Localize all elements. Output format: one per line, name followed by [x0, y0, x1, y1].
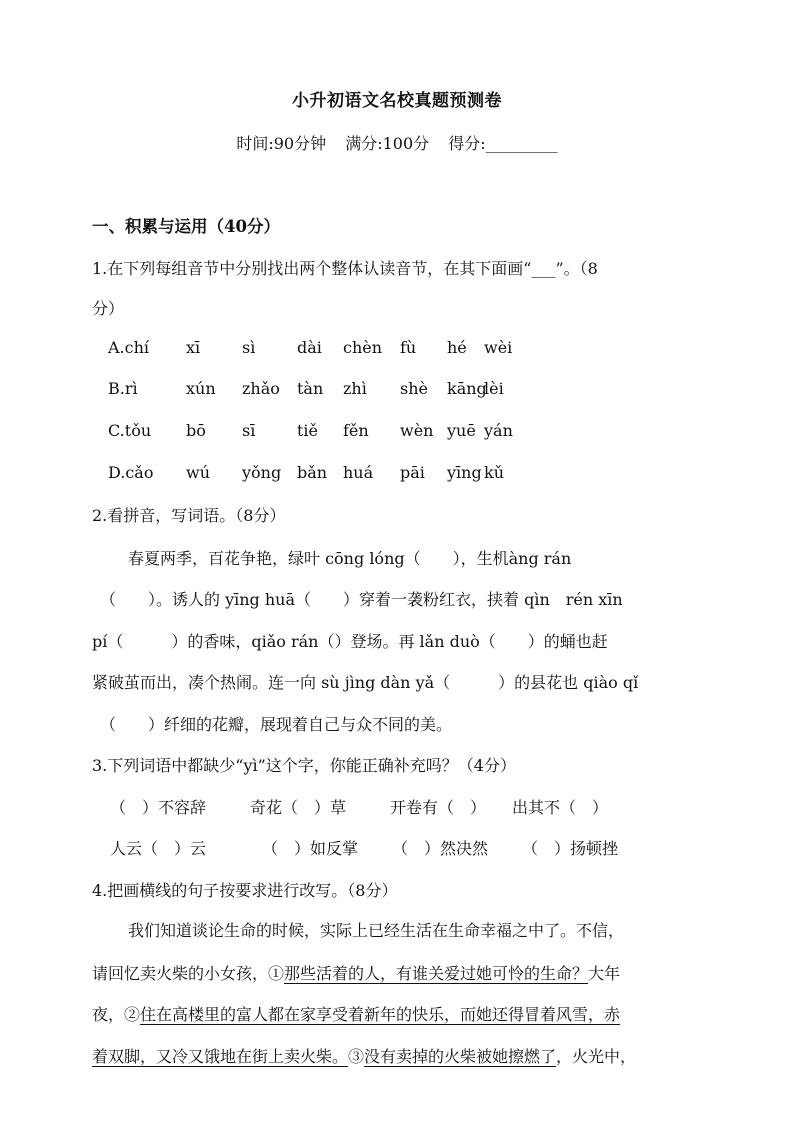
syllable: pāi [400, 463, 425, 482]
syllable: chèn [343, 338, 383, 357]
question-3-heading: 3.下列词语中都缺少“yì”这个字，你能正确补充吗？（4分） [92, 756, 516, 775]
syllable: xī [186, 338, 201, 357]
option-label-syllable: B.rì [108, 379, 138, 398]
question-2-text-line: （ ）纤细的花瓣，展现着自己与众不同的美。 [100, 715, 453, 734]
syllable: yán [484, 421, 513, 440]
question-1-line-2: 分） [92, 299, 125, 318]
question-2-text-line: 春夏两季，百花争艳，绿叶 cōng lóng（ ），生机àng rán [128, 549, 572, 568]
underlined-sentence-1: 那些活着的人，有谁关爱过她可怜的生命？ [284, 964, 589, 983]
idiom-blank: 开卷有（ ） [390, 798, 487, 817]
syllable: zhǎo [242, 379, 280, 398]
underlined-sentence-2-cont: 着双脚，又冷又饿地在街上卖火柴。 [92, 1047, 349, 1066]
syllable: dài [297, 338, 322, 357]
syllable: huá [343, 463, 374, 482]
syllable: hé [447, 338, 467, 357]
syllable: wèi [484, 338, 513, 357]
question-2-heading: 2.看拼音，写词语。（8分） [92, 506, 286, 525]
idiom-blank: （ ）然决然 [392, 839, 489, 858]
idiom-blank: 人云（ ）云 [110, 839, 207, 858]
syllable: wú [186, 463, 210, 482]
syllable: wèn [400, 421, 434, 440]
idiom-blank: 出其不（ ） [512, 798, 609, 817]
option-label-syllable: A.chí [108, 338, 150, 357]
syllable: fěn [343, 421, 369, 440]
syllable: bō [186, 421, 206, 440]
idiom-blank: （ ）如反掌 [262, 839, 359, 858]
full-score: 满分:100分 [345, 134, 430, 153]
underlined-sentence-3: 没有卖掉的火柴被她擦燃了 [364, 1047, 557, 1066]
syllable: yīng [447, 463, 482, 482]
plain-text: 大年 [588, 964, 621, 983]
option-label-syllable: D.cǎo [108, 463, 154, 482]
syllable: yuē [447, 421, 476, 440]
plain-text: 夜，② [92, 1005, 141, 1024]
syllable: kǔ [484, 463, 504, 482]
question-1-line-1: 1.在下列每组音节中分别找出两个整体认读音节，在其下面画“___”。（8 [92, 259, 598, 278]
syllable: sī [242, 421, 256, 440]
syllable: zhì [343, 379, 367, 398]
question-4-text-line [92, 1002, 620, 1025]
syllable: xún [186, 379, 216, 398]
syllable: shè [400, 379, 428, 398]
plain-text: 请回忆卖火柴的小女孩，① [92, 964, 285, 983]
time-limit: 时间:90分钟 [236, 134, 327, 153]
syllable: yǒng [242, 463, 282, 482]
question-4-text-line [92, 1044, 636, 1067]
question-2-text-line: pí（ ）的香味，qiǎo rán（）登场。再 lǎn duò（ ）的蛹也赶 [92, 632, 608, 651]
question-4-text-line [92, 961, 620, 984]
plain-text: ，火光中， [556, 1047, 637, 1066]
question-2-text-line: 紧破茧而出，凑个热闹。连一向 sù jìng dàn yǎ（ ）的县花也 qiào qǐ [92, 673, 639, 692]
syllable: kāng [447, 379, 487, 398]
score-blank: 得分:_________ [448, 134, 558, 153]
plain-text: ③ [348, 1047, 365, 1066]
option-label-syllable: C.tǒu [108, 421, 152, 440]
question-4-text-line: 我们知道谈论生命的时候，实际上已经生活在生命幸福之中了。不信， [128, 921, 625, 940]
syllable: tàn [297, 379, 324, 398]
idiom-blank: （ ）不容辞 [110, 798, 207, 817]
syllable: lèi [484, 379, 504, 398]
question-4-heading: 4.把画横线的句子按要求进行改写。（8分） [92, 881, 398, 900]
question-2-text-line: （ ）。诱人的 yīng huā（ ）穿着一袭粉红衣，挟着 qìn rén xīn [100, 590, 623, 609]
idiom-blank: （ ）扬顿挫 [522, 839, 619, 858]
page-title: 小升初语文名校真题预测卷 [292, 91, 502, 111]
syllable: bǎn [297, 463, 328, 482]
syllable: fù [400, 338, 417, 357]
idiom-blank: 奇花（ ）草 [250, 798, 347, 817]
syllable: sì [242, 338, 256, 357]
section-heading: 一、积累与运用（40分） [92, 217, 280, 236]
exam-meta [0, 131, 794, 154]
syllable: tiě [297, 421, 319, 440]
underlined-sentence-2: 住在高楼里的富人都在家享受着新年的快乐，而她还得冒着风雪，赤 [140, 1005, 621, 1024]
